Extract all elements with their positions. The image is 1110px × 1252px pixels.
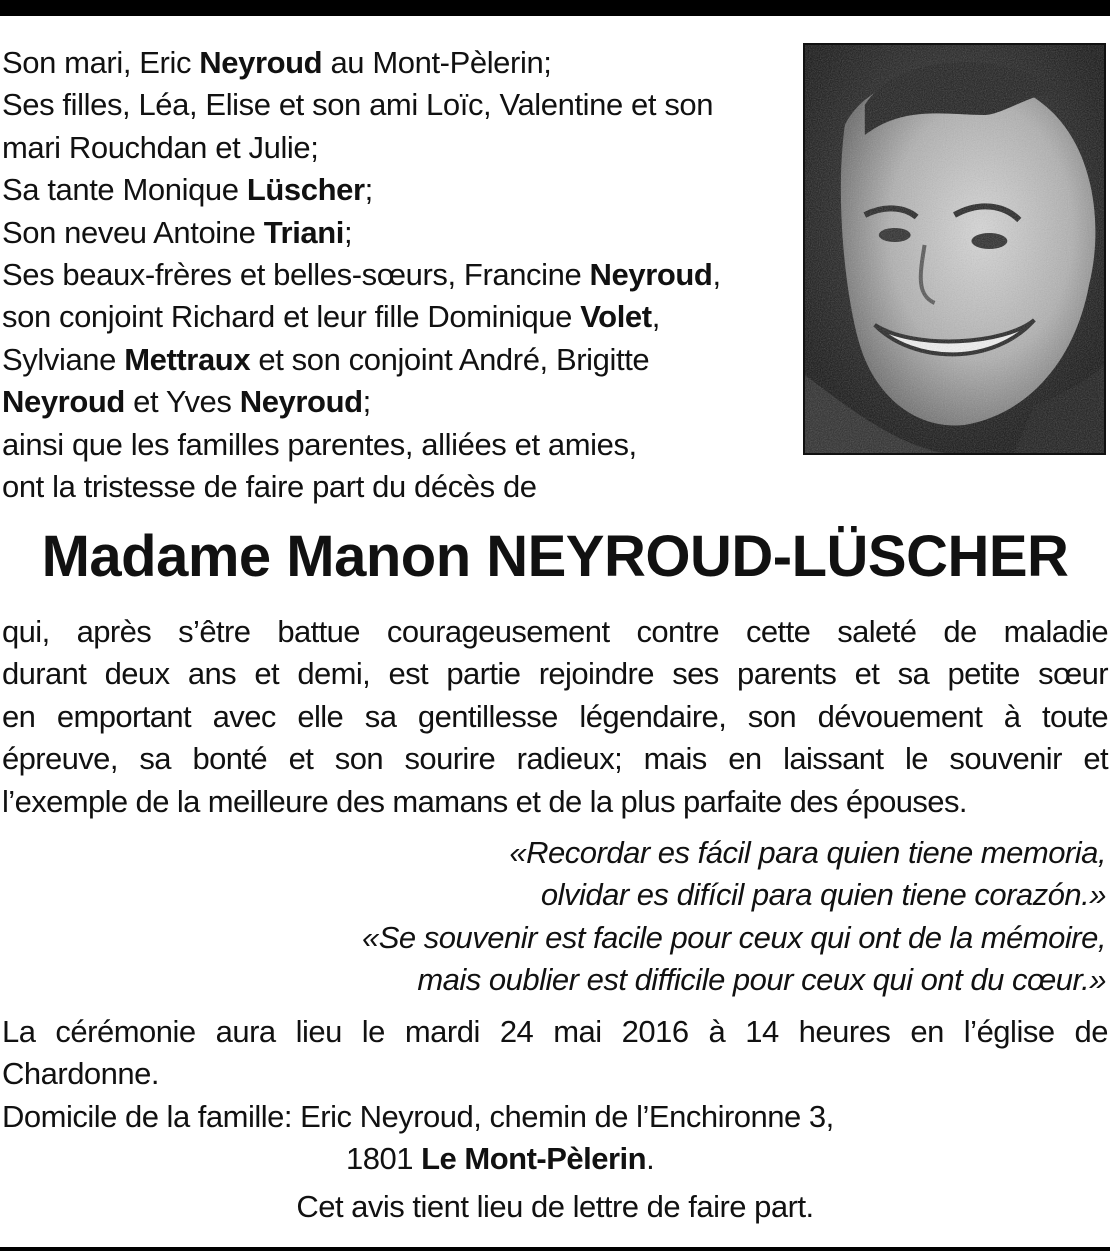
family-line [2,339,792,381]
text: au Mont-Pèlerin; [322,45,552,80]
family-list [2,42,792,508]
family-address [2,1096,1108,1181]
text: Son mari, Eric [2,45,200,80]
address-line: Domicile de la famille: Eric Neyroud, chemin de l’Enchironne 3, [2,1099,834,1134]
text: . [646,1141,655,1177]
town: Le Mont-Pèlerin [421,1141,647,1177]
surname: Neyroud [589,257,713,293]
ceremony-line: Chardonne. [2,1056,160,1092]
ceremony-line: La cérémonie aura lieu le mardi 24 mai 2016 à 14 heures en l’église de [2,1014,1108,1049]
surname: Mettraux [124,341,251,377]
surname: Volet [580,299,652,335]
quotation [206,832,1106,1002]
family-line: mari Rouchdan et Julie; [2,129,319,165]
quote-line: mais oublier est difficile pour ceux qui ont du cœur.» [417,962,1106,998]
surname: Neyroud [239,384,363,420]
text: et son conjoint André, Brigitte [250,341,650,377]
quote-line: olvidar es difícil para quien tiene corazón.» [540,877,1106,913]
text: et Yves [124,384,240,420]
ceremony-info [2,1011,1108,1096]
paragraph-line: épreuve, sa bonté et son sourire radieux; mais en laissant le souvenir et [2,741,1108,777]
family-line [2,254,792,296]
surname: Lüscher [246,172,365,208]
closing-note: Cet avis tient lieu de lettre de faire part. [296,1189,814,1224]
surname: Neyroud [199,45,323,80]
text: , [712,257,721,293]
family-line [2,212,792,254]
family-line [2,381,792,423]
text: ; [364,172,373,208]
text: ; [344,214,353,250]
deceased-name: Madame Manon NEYROUD-LÜSCHER [41,524,1069,589]
family-line [2,42,792,84]
text: Ses beaux-frères et belles-sœurs, Francine [2,257,590,293]
text: Sylviane [2,341,125,377]
quote-line: «Recordar es fácil para quien tiene memoria, [509,835,1106,870]
family-line [2,296,792,338]
portrait-photo [803,43,1106,455]
postcode: 1801 [346,1141,422,1177]
family-line [2,169,792,211]
surname: Triani [263,214,344,250]
paragraph-line: durant deux ans et demi, est partie rejoindre ses parents et sa petite sœur [2,656,1108,692]
text: Son neveu Antoine [2,214,264,250]
family-line: ainsi que les familles parentes, alliées et amies, [2,426,637,462]
text: son conjoint Richard et leur fille Dominique [2,299,581,335]
family-line: ont la tristesse de faire part du décès de [2,469,537,505]
text: , [651,299,660,335]
text: ; [362,384,371,420]
paragraph-line: en emportant avec elle sa gentillesse légendaire, son dévouement à toute [2,698,1108,734]
quote-line: «Se souvenir est facile pour ceux qui ont de la mémoire, [362,919,1106,955]
bottom-rule [0,1247,1110,1251]
address-line [2,1138,1108,1180]
family-line: Ses filles, Léa, Elise et son ami Loïc, Valentine et son [2,87,714,123]
paragraph-line: l’exemple de la meilleure des mamans et de la plus parfaite des épouses. [2,783,967,819]
paragraph-line: qui, après s’être battue courageusement contre cette saleté de maladie [2,614,1108,649]
obituary-paragraph [2,611,1108,823]
top-rule [0,0,1110,16]
surname: Neyroud [2,384,125,420]
text: Sa tante Monique [2,172,247,208]
